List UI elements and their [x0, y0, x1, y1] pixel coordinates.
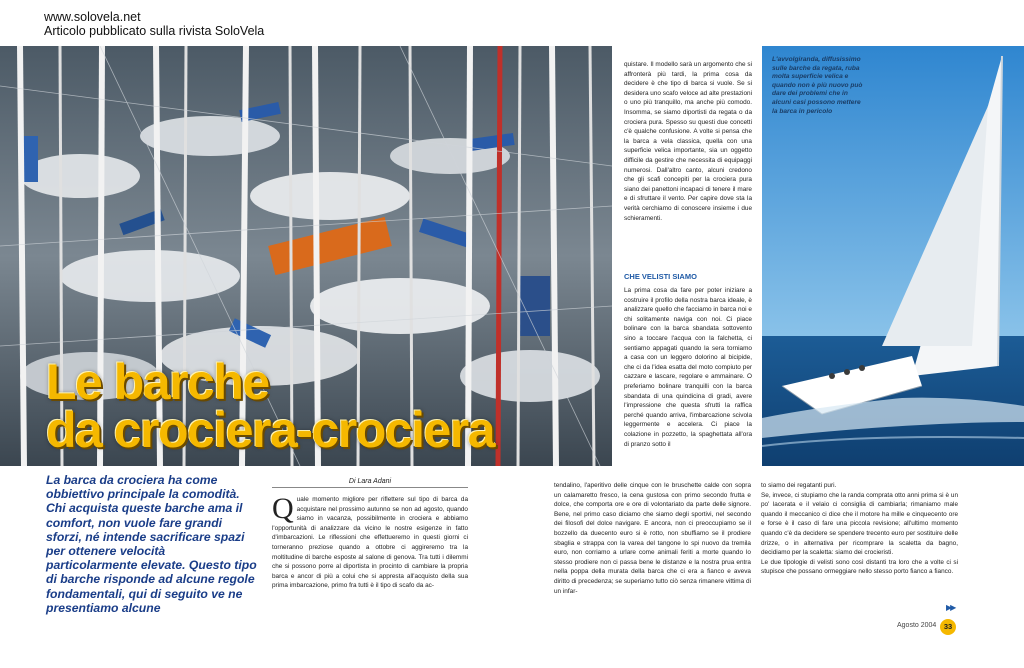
paragraph: to siamo dei regatanti puri. — [761, 482, 837, 489]
paragraph: uale momento migliore per riflettere sul tipo di barca da acquistare nel prossimo autunno se non ad agosto, quando siamo in vacanza, possibilmente in crociera e abbiamo l'opportunità di analizzare da vicino le nostre esigenze in fatto d'imbarcazioni. Le riflessioni che effettueremo in questi giorni ci torneranno preziose quando a ottobre ci aggireremo tra la moltitudine di barche esposte al salone di genova. Tra tutti i dilemmi che si possono porre al diportista in procinto di cambiare la propria barca e ancor di più a colui che si appresta all'acquisto della sua prima imbarcazione, primo fra tutti è il tipo di scafo da ac- — [272, 496, 468, 590]
paragraph: La prima cosa da fare per poter iniziare a costruire il profilo della nostra barca ideale, è analizzare quello che facciamo in barca noi e chi solitamente naviga con noi. Ci piace bolinare con la barca sbandata sottovento sino a toccare l'acqua con la falchetta, ci sentiamo appagati quando la sera torniamo a casa con un leggero dolorino al bicipide, che ci da l'idea esatta del moto compiuto per cazzare e lascare, regolare e ammainare. O preferiamo bolinare tranquilli con la barca sbandata di una quindicina di gradi, avere l'impressione che questa sfrutti la raffica perché quando arriva, l'imbarcazione scivola leggermente e accelera. Ci piace la colazione in pozzetto, la spaghettata all'ora di pranzo sotto il — [624, 287, 752, 448]
text-column-bottom-1 — [272, 492, 468, 591]
paragraph: Le due tipologie di velisti sono così distanti tra loro che a volte ci si stupisce che possano ormeggiare nello stesso porto fianco a fianco. — [761, 558, 958, 576]
photo-caption: L'avvolgiranda, diffusissimo sulle barche da regata, ruba molta superficie velica e quando non è più nuovo può dare dei problemi che in alcuni casi possono mettere la barca in pericolo — [772, 56, 863, 115]
headline-line-1: Le barche — [46, 354, 269, 410]
header-note: Articolo pubblicato sulla rivista SoloVela — [44, 24, 265, 38]
site-url[interactable]: www.solovela.net — [44, 10, 141, 24]
article-headline — [46, 354, 495, 458]
issue-date: Agosto 2004 — [897, 622, 937, 629]
paragraph: tendalino, l'aperitivo delle cinque con le bruschette calde con sopra un calamaretto fresco, la cena gustosa con primo secondo frutta e dolce, che comporta ore e ore di volontariato da parte delle signore. Bene, nel primo caso diciamo che siamo degli sportivi, nel secondo dei filosofi del dolce navigare. E ancora, non ci preoccupiamo se il bozzello da duecento euro si è rotto, non sbuffiamo se il prodiere sbaglia e strappa con la varea del tangone lo spi nuovo da tremila euro, non corriamo a urlare come animali feriti a morte quando lo stesso prodiere non ci passa bene le distanze e la nostra prua entra nella poppa della murata della barca che ci era a fianco e aveva diritto di precedenza; se superiamo tutto ciò senza rimanere vittima di un infar- — [554, 482, 751, 595]
text-column-bottom-3 — [761, 481, 958, 577]
drop-cap: Q — [272, 492, 294, 525]
text-column-mid — [624, 286, 752, 449]
page-number: 33 — [940, 619, 956, 635]
byline: Di Lara Adani — [272, 478, 468, 488]
section-heading: CHE VELISTI SIAMO — [624, 272, 697, 281]
article-lead: La barca da crociera ha come obbiettivo principale la comodità. Chi acquista queste barche ama il comfort, non vuole fare grandi sforzi, né intende sacrificare spazi per ottenere velocità particolarmente elevate. Questo tipo di barche risponde ad alcune regole fondamentali, qui di seguito ve ne presentiamo alcune — [46, 473, 257, 615]
text-column-top — [624, 60, 752, 223]
page-header — [44, 10, 264, 38]
paragraph: Se, invece, ci stupiamo che la randa comprata otto anni prima si è un po' lacerata e il velaio ci consiglia di cambiarla; rimaniamo male quando il meccanico ci dice che il motore ha mille e cinquecento ore e forse è il caso di fare una piccola revisione; all'ultimo momento quando c'è da decidere se spendere trecento euro per sostituire delle drizze, o in alternativa per ricomprare la scaletta da bagno, decidiamo per la scaletta: siamo dei crocieristi. — [761, 491, 958, 557]
paragraph: quistare. Il modello sarà un argomento che si affronterà più tardi, la prima cosa da decidere è che tipo di barca si vuole. Se si desidera uno scafo veloce ad alte prestazioni o uno più tranquillo, ma anche più comodo. Insomma, se siamo diportisti da regata o da crociera pura. Spesso su questi due concetti c'è qualche confusione. A volte si pensa che la barca a vela classica, quella con una superficie velica importante, sia un oggetto difficile da gestire che necessita di equipaggi numerosi. Dall'altro canto, alcuni credono che gli scafi concepiti per la crociera pura siano dei panettoni incapaci di tenere il mare e di sfruttare il vento. Per capire dove sta la verità cerchiamo di conoscere insieme i due schieramenti. — [624, 61, 752, 222]
text-column-bottom-2 — [554, 481, 751, 596]
continue-arrow-icon: ▶▶ — [946, 603, 955, 612]
headline-line-2: da crociera-crociera — [46, 402, 495, 458]
